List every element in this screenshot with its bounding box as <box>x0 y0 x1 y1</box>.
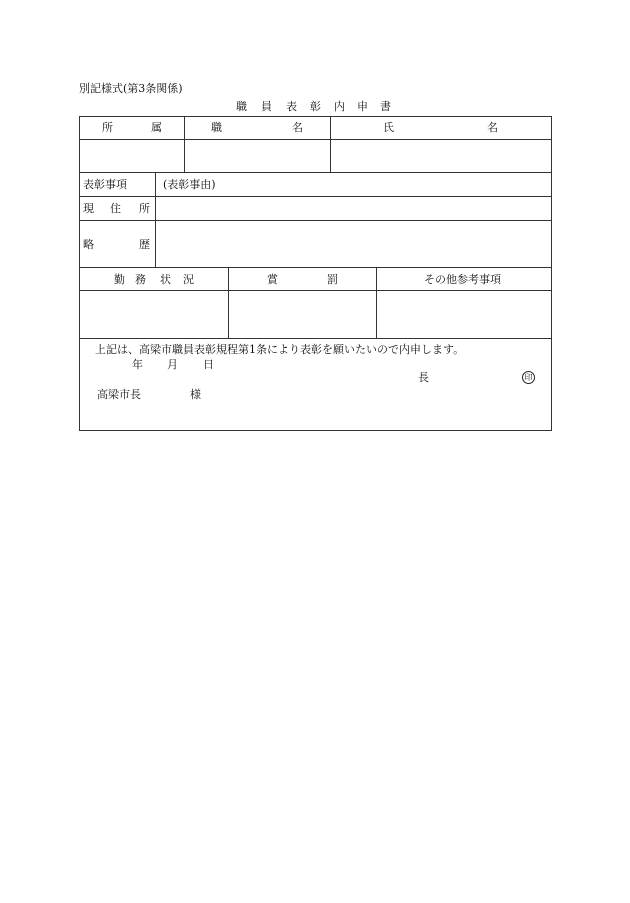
history-label: 歴 <box>139 238 150 251</box>
name-header: 名 <box>487 121 498 134</box>
address-label: 所 <box>139 202 150 215</box>
history-field[interactable] <box>156 221 551 267</box>
title-char: 表 <box>286 100 297 113</box>
row-divider <box>79 338 552 339</box>
title-char: 職 <box>236 100 247 113</box>
reward-header: 賞 <box>267 273 278 286</box>
work-status-header: 務 <box>135 273 146 286</box>
affiliation-field[interactable] <box>80 140 184 172</box>
title-char: 申 <box>357 100 368 113</box>
date-day: 日 <box>203 358 214 371</box>
commendation-reason[interactable]: (表彰事由) <box>163 178 216 191</box>
name-field[interactable] <box>331 140 551 172</box>
work-status-header: 状 <box>160 273 171 286</box>
addressee-honorific: 様 <box>190 388 201 401</box>
history-label: 略 <box>83 238 94 251</box>
title-char: 彰 <box>310 100 321 113</box>
job-title-field[interactable] <box>185 140 330 172</box>
commendation-label: 表彰事項 <box>83 178 127 191</box>
work-status-field[interactable] <box>80 291 228 338</box>
title-char: 書 <box>380 100 391 113</box>
addressee-name: 高梁市長 <box>97 388 141 401</box>
work-status-header: 況 <box>183 273 194 286</box>
title-char: 内 <box>334 100 345 113</box>
form-reference: 別記様式(第3条関係) <box>79 82 183 95</box>
address-field[interactable] <box>156 197 551 220</box>
affiliation-header: 属 <box>151 121 162 134</box>
reward-header: 罰 <box>327 273 338 286</box>
address-label: 現 <box>83 202 94 215</box>
other-notes-field[interactable] <box>377 291 551 338</box>
other-notes-header: その他参考事項 <box>424 273 501 286</box>
row-divider <box>79 172 552 173</box>
reward-field[interactable] <box>229 291 376 338</box>
statement-text: 上記は、高梁市職員表彰規程第1条により表彰を願いたいので内申します。 <box>95 343 465 356</box>
title-char: 員 <box>261 100 272 113</box>
row-divider <box>79 267 552 268</box>
work-status-header: 勤 <box>114 273 125 286</box>
affiliation-header: 所 <box>102 121 113 134</box>
job-title-header: 名 <box>292 121 303 134</box>
job-title-header: 職 <box>211 121 222 134</box>
date-year: 年 <box>132 358 143 371</box>
chief-title: 長 <box>418 371 429 384</box>
name-header: 氏 <box>383 121 394 134</box>
seal-icon: 印 <box>522 371 535 384</box>
address-label: 住 <box>110 202 121 215</box>
date-month: 月 <box>167 358 178 371</box>
